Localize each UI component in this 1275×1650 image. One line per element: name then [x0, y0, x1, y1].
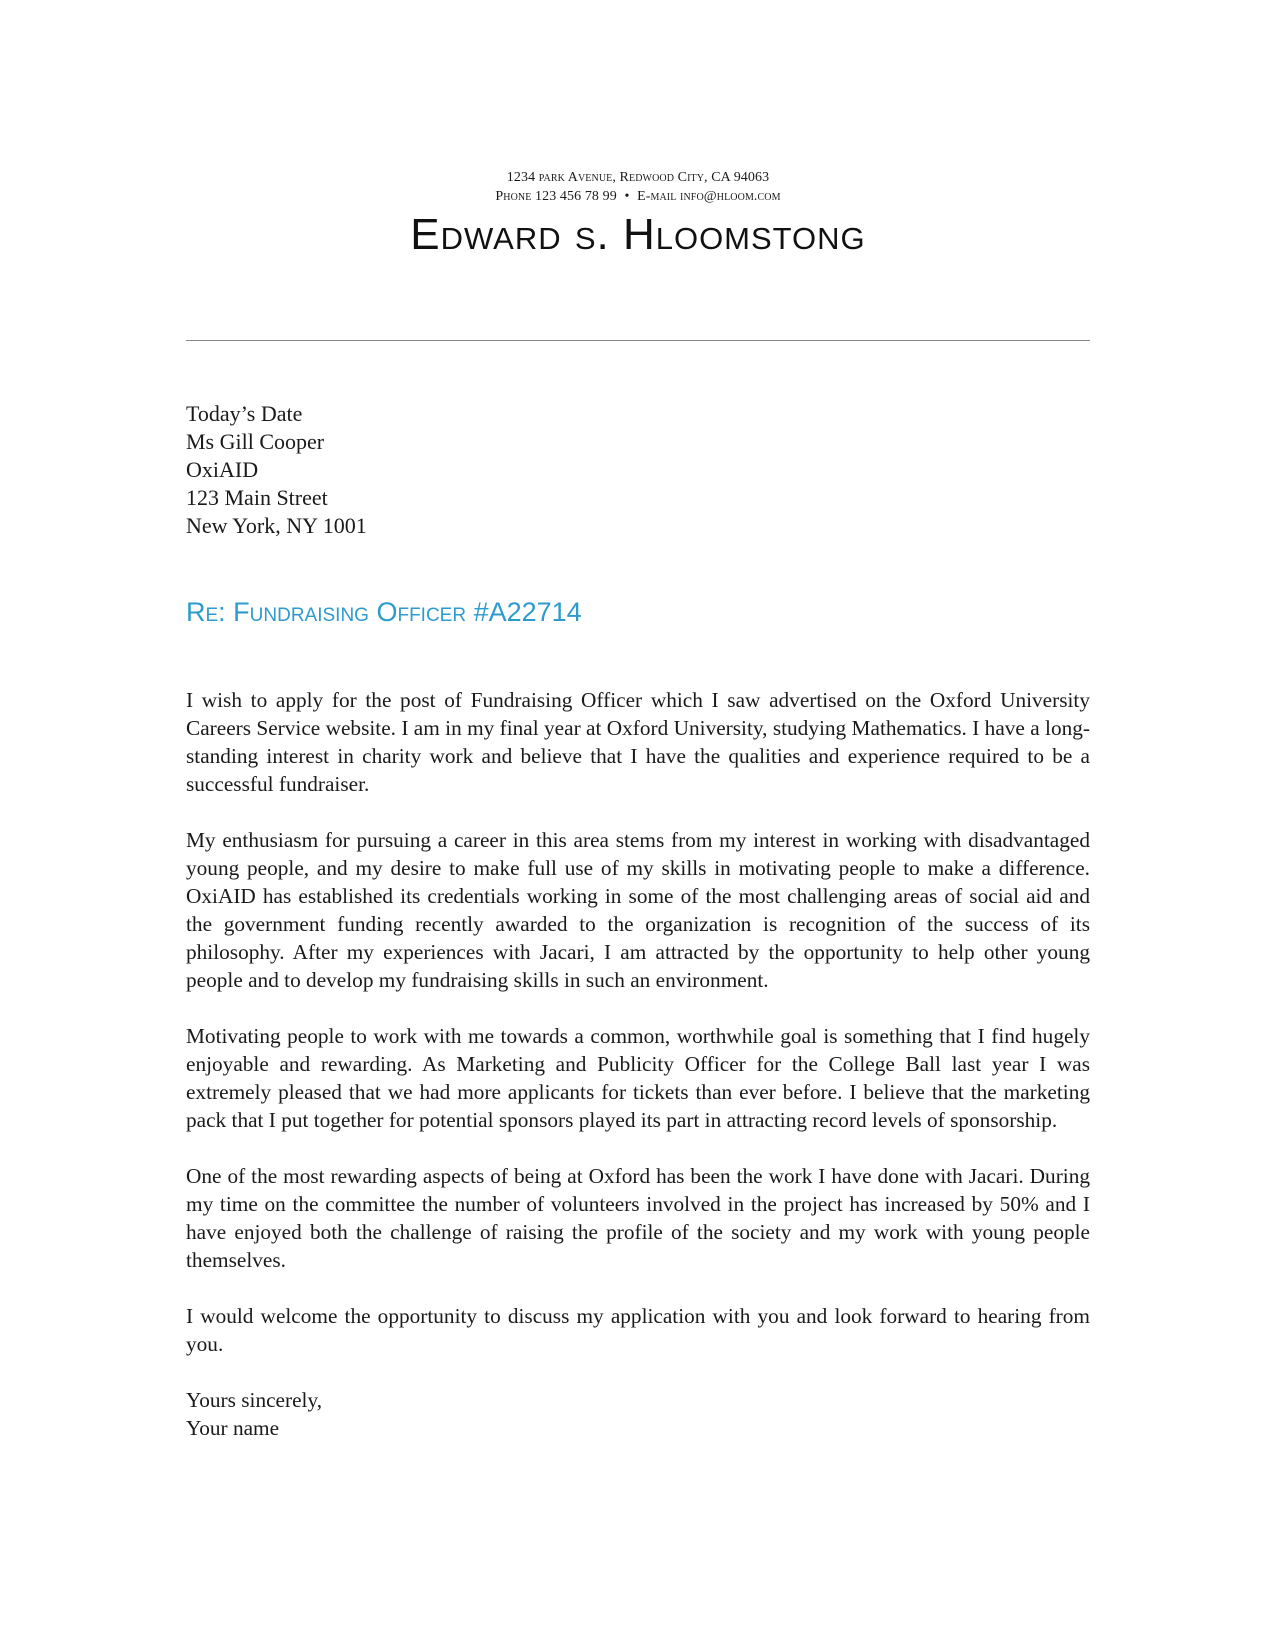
body-paragraph: One of the most rewarding aspects of being at Oxford has been the work I have done with Jacari. During my time on the committee the number of volunteers involved in the project has increased by 50% and I have enjoyed both the challenge of raising the profile of the society and my work with young people themselves.	[186, 1164, 1090, 1272]
body-paragraph: I wish to apply for the post of Fundraising Officer which I saw advertised on the Oxford University Careers Service website. I am in my final year at Oxford University, studying Mathematics. I have a long-standing interest in charity work and believe that I have the qualities and experience required to be a successful fundraiser.	[186, 688, 1090, 796]
recipient-block	[186, 400, 367, 540]
sender-name: Edward s. Hloomstong	[410, 210, 866, 259]
body-paragraph: I would welcome the opportunity to discuss my application with you and look forward to hearing from you.	[186, 1304, 1090, 1356]
recipient-street: 123 Main Street	[186, 485, 328, 510]
sender-phone: Phone 123 456 78 99	[495, 189, 617, 204]
contact-separator: •	[624, 189, 630, 204]
sender-contact	[186, 187, 1090, 206]
signature-name: Your name	[186, 1416, 280, 1440]
body-paragraph: Motivating people to work with me towards a common, worthwhile goal is something that I find hugely enjoyable and rewarding. As Marketing and Publicity Officer for the College Ball last year I was extremely pleased that we had more applicants for tickets than ever before. I believe that the marketing pack that I put together for potential sponsors played its part in attracting record levels of sponsorship.	[186, 1024, 1090, 1132]
letter-date: Today’s Date	[186, 401, 303, 426]
subject-line: Re: Fundraising Officer #A22714	[186, 597, 582, 627]
closing-salutation: Yours sincerely,	[186, 1388, 323, 1412]
closing-block	[186, 1386, 1090, 1442]
recipient-name: Ms Gill Cooper	[186, 429, 325, 454]
body-paragraph: My enthusiasm for pursuing a career in this area stems from my interest in working with disadvantaged young people, and my desire to make full use of my skills in motivating people to make a difference. OxiAID has established its credentials working in some of the most challenging areas of social aid and the government funding recently awarded to the organization is recognition of the success of its philosophy. After my experiences with Jacari, I am attracted by the opportunity to help other young people and to develop my fundraising skills in such an environment.	[186, 828, 1090, 992]
recipient-city: New York, NY 1001	[186, 513, 367, 538]
recipient-company: OxiAID	[186, 457, 259, 482]
header-divider	[186, 340, 1090, 341]
letterhead	[186, 168, 1090, 260]
sender-email: E-mail info@hloom.com	[637, 189, 781, 204]
letter-body	[186, 686, 1090, 1442]
sender-address: 1234 park Avenue, Redwood City, CA 94063	[506, 170, 770, 185]
